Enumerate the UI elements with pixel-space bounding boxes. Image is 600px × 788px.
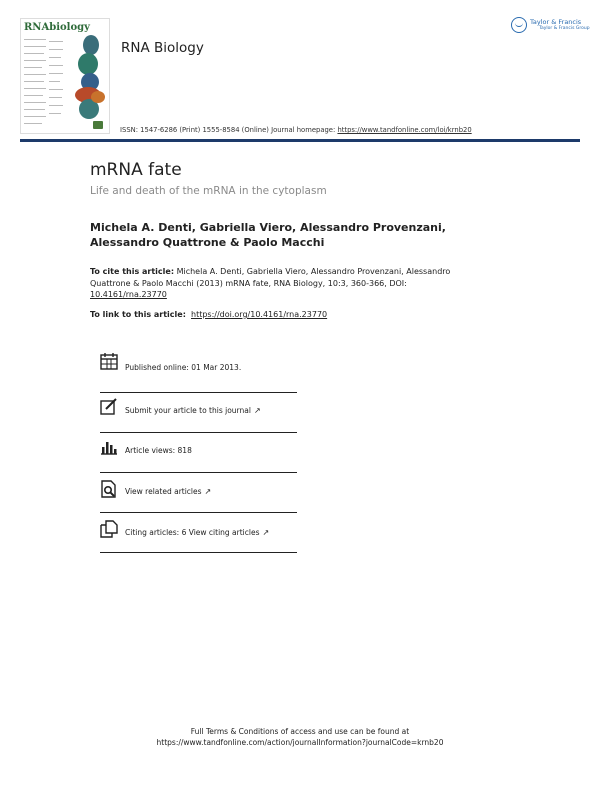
submit-article-label[interactable]: Submit your article to this journal ↗ — [125, 406, 261, 415]
published-online-label: Published online: 01 Mar 2013. — [125, 363, 242, 372]
related-articles-label[interactable]: View related articles ↗ — [125, 487, 212, 496]
journal-homepage-link[interactable]: https://www.tandfonline.com/loi/krnb20 — [337, 126, 472, 134]
article-authors: Michela A. Denti, Gabriella Viero, Alessandro Provenzani, Alessandro Quattrone & Paolo Macchi — [90, 221, 446, 249]
related-articles-item[interactable] — [100, 472, 297, 513]
cover-logo: RNAbiology — [24, 22, 90, 33]
article-title: mRNA fate — [90, 160, 182, 180]
publisher-name: Taylor & Francis — [530, 18, 582, 26]
footer-terms-text: Full Terms & Conditions of access and use can be found at — [190, 727, 410, 736]
publisher-logo[interactable] — [511, 17, 590, 35]
external-link-icon: ↗ — [262, 528, 270, 537]
cite-label: To cite this article: — [90, 267, 175, 276]
cite-text: Michela A. Denti, Gabriella Viero, Alessandro Provenzani, Alessandro Quattrone & Paolo Macchi (2013) mRNA fate, RNA Biology, 10:3, 360-366, DOI: — [90, 267, 451, 288]
publisher-logo-icon — [511, 17, 527, 33]
article-doi-link[interactable]: https://doi.org/10.4161/rna.23770 — [191, 310, 328, 319]
calendar-icon — [100, 352, 118, 370]
publisher-sub: Taylor & Francis Group — [539, 26, 590, 31]
edit-icon — [100, 398, 118, 416]
external-link-icon: ↗ — [204, 487, 212, 496]
citing-articles-label[interactable]: Citing articles: 6 View citing articles ↗ — [125, 528, 270, 537]
issn-text: ISSN: 1547-6286 (Print) 1555-8584 (Online) Journal homepage: — [120, 126, 338, 134]
footer-terms-link[interactable]: https://www.tandfonline.com/action/journalInformation?journalCode=krnb20 — [156, 738, 444, 747]
citing-articles-item[interactable] — [100, 512, 297, 553]
issn-line — [120, 126, 472, 134]
article-subtitle: Life and death of the mRNA in the cytoplasm — [90, 185, 327, 197]
cite-doi-link[interactable]: 10.4161/rna.23770 — [90, 290, 167, 299]
citation-block — [90, 266, 480, 301]
header-divider — [20, 139, 580, 142]
article-views-label: Article views: 818 — [125, 446, 192, 455]
bar-chart-icon — [100, 438, 118, 456]
footer — [0, 726, 600, 748]
article-views-item — [100, 432, 297, 473]
external-link-icon: ↗ — [253, 406, 261, 415]
citing-icon — [100, 520, 118, 538]
published-online-item — [100, 352, 297, 393]
journal-cover-image[interactable] — [20, 18, 110, 134]
submit-article-item[interactable] — [100, 392, 297, 433]
journal-title: RNA Biology — [121, 40, 204, 56]
article-link-line — [90, 310, 327, 319]
link-label: To link to this article: — [90, 310, 186, 319]
search-doc-icon — [100, 480, 118, 498]
